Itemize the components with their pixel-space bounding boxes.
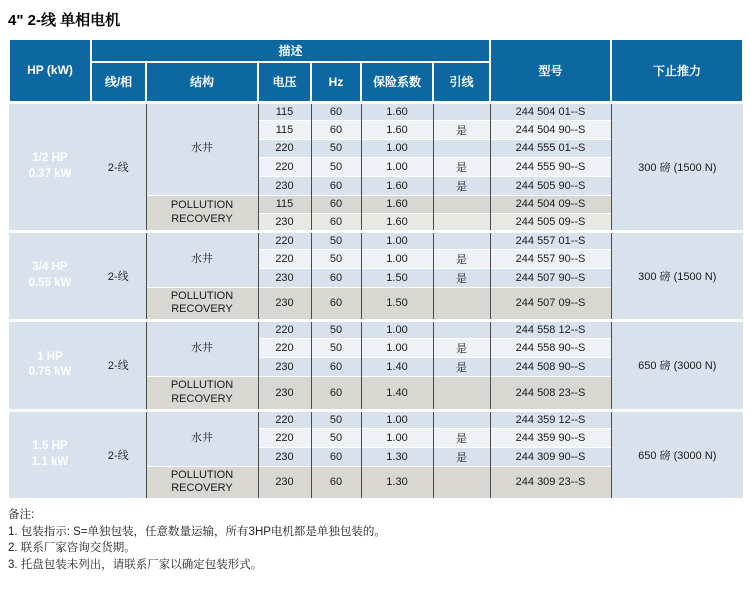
service-factor-cell: 1.00 [361,231,433,249]
wire-phase-cell: 2-线 [91,321,146,411]
note-item-2: 2. 联系厂家咨询交货期。 [8,542,136,555]
model-number-cell: 244 508 23--S [490,377,611,411]
header-service-factor: 保险系数 [361,62,433,102]
notes [8,507,742,574]
service-factor-cell: 1.60 [361,195,433,213]
construction-cell: POLLUTION RECOVERY [146,287,258,321]
model-number-cell: 244 359 90--S [490,428,611,447]
construction-cell: POLLUTION RECOVERY [146,466,258,498]
service-factor-cell: 1.00 [361,139,433,157]
note-item-1: 1. 包装指示: S=单独包装，任意数量运输，所有3HP电机都是单独包装的。 [8,525,386,538]
voltage-cell: 115 [258,195,311,213]
voltage-cell: 115 [258,102,311,120]
lead-cell [433,213,490,231]
lead-cell: 是 [433,176,490,195]
service-factor-cell: 1.40 [361,358,433,377]
header-model: 型号 [490,39,611,102]
hp-cell: 3/4 HP 0.55 kW [9,231,91,321]
hz-cell: 60 [311,120,361,139]
table-header [9,39,743,102]
model-number-cell: 244 504 90--S [490,120,611,139]
hz-cell: 60 [311,213,361,231]
hz-cell: 60 [311,195,361,213]
header-voltage: 电压 [258,62,311,102]
table-row [9,102,743,120]
voltage-cell: 230 [258,287,311,321]
voltage-cell: 230 [258,358,311,377]
hp-cell: 1/2 HP 0.37 kW [9,102,91,231]
wire-phase-cell: 2-线 [91,102,146,231]
model-number-cell: 244 309 90--S [490,447,611,466]
model-number-cell: 244 558 90--S [490,339,611,358]
service-factor-cell: 1.00 [361,249,433,268]
model-number-cell: 244 505 90--S [490,176,611,195]
lead-cell: 是 [433,447,490,466]
hz-cell: 50 [311,231,361,249]
service-factor-cell: 1.60 [361,213,433,231]
motor-table-body [9,102,743,498]
voltage-cell: 230 [258,268,311,287]
construction-cell: 水井 [146,231,258,287]
model-number-cell: 244 504 09--S [490,195,611,213]
hz-cell: 60 [311,176,361,195]
lead-cell [433,231,490,249]
hz-cell: 50 [311,157,361,176]
lead-cell: 是 [433,428,490,447]
construction-cell: POLLUTION RECOVERY [146,195,258,231]
hz-cell: 50 [311,249,361,268]
wire-phase-cell: 2-线 [91,231,146,321]
model-number-cell: 244 507 90--S [490,268,611,287]
header-hp: HP (kW) [9,39,91,102]
lead-cell [433,287,490,321]
service-factor-cell: 1.60 [361,120,433,139]
model-number-cell: 244 505 09--S [490,213,611,231]
service-factor-cell: 1.40 [361,377,433,411]
model-number-cell: 244 504 01--S [490,102,611,120]
table-row [9,410,743,428]
lead-cell: 是 [433,120,490,139]
header-thrust: 下止推力 [611,39,743,102]
voltage-cell: 230 [258,466,311,498]
service-factor-cell: 1.00 [361,339,433,358]
motor-spec-table [8,38,744,498]
voltage-cell: 230 [258,176,311,195]
hz-cell: 50 [311,339,361,358]
page-title: 4" 2-线 单相电机 [8,12,121,29]
thrust-cell: 650 磅 (3000 N) [611,410,743,498]
table-row [9,321,743,339]
hp-cell: 1.5 HP 1.1 kW [9,410,91,498]
lead-cell [433,321,490,339]
header-lead: 引线 [433,62,490,102]
voltage-cell: 230 [258,377,311,411]
thrust-cell: 300 磅 (1500 N) [611,102,743,231]
voltage-cell: 220 [258,231,311,249]
hz-cell: 60 [311,377,361,411]
hp-cell: 1 HP 0.75 kW [9,321,91,411]
hz-cell: 60 [311,447,361,466]
construction-cell: 水井 [146,102,258,195]
construction-cell: 水井 [146,321,258,377]
voltage-cell: 220 [258,339,311,358]
construction-cell: 水井 [146,410,258,466]
wire-phase-cell: 2-线 [91,410,146,498]
table-row [9,231,743,249]
service-factor-cell: 1.00 [361,321,433,339]
model-number-cell: 244 557 01--S [490,231,611,249]
hz-cell: 60 [311,466,361,498]
service-factor-cell: 1.00 [361,157,433,176]
notes-heading: 备注: [8,509,35,521]
voltage-cell: 220 [258,321,311,339]
service-factor-cell: 1.00 [361,428,433,447]
hz-cell: 60 [311,287,361,321]
service-factor-cell: 1.60 [361,176,433,195]
header-construction: 结构 [146,62,258,102]
voltage-cell: 230 [258,213,311,231]
model-number-cell: 244 557 90--S [490,249,611,268]
thrust-cell: 300 磅 (1500 N) [611,231,743,321]
model-number-cell: 244 555 90--S [490,157,611,176]
voltage-cell: 220 [258,410,311,428]
header-description-group: 描述 [91,39,490,62]
lead-cell: 是 [433,268,490,287]
header-wire-phase: 线/相 [91,62,146,102]
hz-cell: 50 [311,410,361,428]
lead-cell [433,466,490,498]
service-factor-cell: 1.30 [361,447,433,466]
model-number-cell: 244 507 09--S [490,287,611,321]
model-number-cell: 244 558 12--S [490,321,611,339]
lead-cell [433,139,490,157]
hz-cell: 50 [311,139,361,157]
voltage-cell: 220 [258,249,311,268]
voltage-cell: 230 [258,447,311,466]
service-factor-cell: 1.60 [361,102,433,120]
note-item-3: 3. 托盘包装未列出，请联系厂家以确定包装形式。 [8,559,263,572]
hz-cell: 60 [311,102,361,120]
service-factor-cell: 1.30 [361,466,433,498]
service-factor-cell: 1.00 [361,410,433,428]
lead-cell [433,410,490,428]
model-number-cell: 244 359 12--S [490,410,611,428]
service-factor-cell: 1.50 [361,287,433,321]
lead-cell: 是 [433,339,490,358]
lead-cell: 是 [433,249,490,268]
voltage-cell: 220 [258,428,311,447]
header-hz: Hz [311,62,361,102]
service-factor-cell: 1.50 [361,268,433,287]
model-number-cell: 244 508 90--S [490,358,611,377]
construction-cell: POLLUTION RECOVERY [146,377,258,411]
voltage-cell: 220 [258,157,311,176]
lead-cell: 是 [433,358,490,377]
hz-cell: 60 [311,358,361,377]
hz-cell: 50 [311,321,361,339]
lead-cell: 是 [433,157,490,176]
thrust-cell: 650 磅 (3000 N) [611,321,743,411]
lead-cell [433,377,490,411]
voltage-cell: 115 [258,120,311,139]
voltage-cell: 220 [258,139,311,157]
hz-cell: 50 [311,428,361,447]
model-number-cell: 244 309 23--S [490,466,611,498]
hz-cell: 60 [311,268,361,287]
model-number-cell: 244 555 01--S [490,139,611,157]
lead-cell [433,195,490,213]
lead-cell [433,102,490,120]
